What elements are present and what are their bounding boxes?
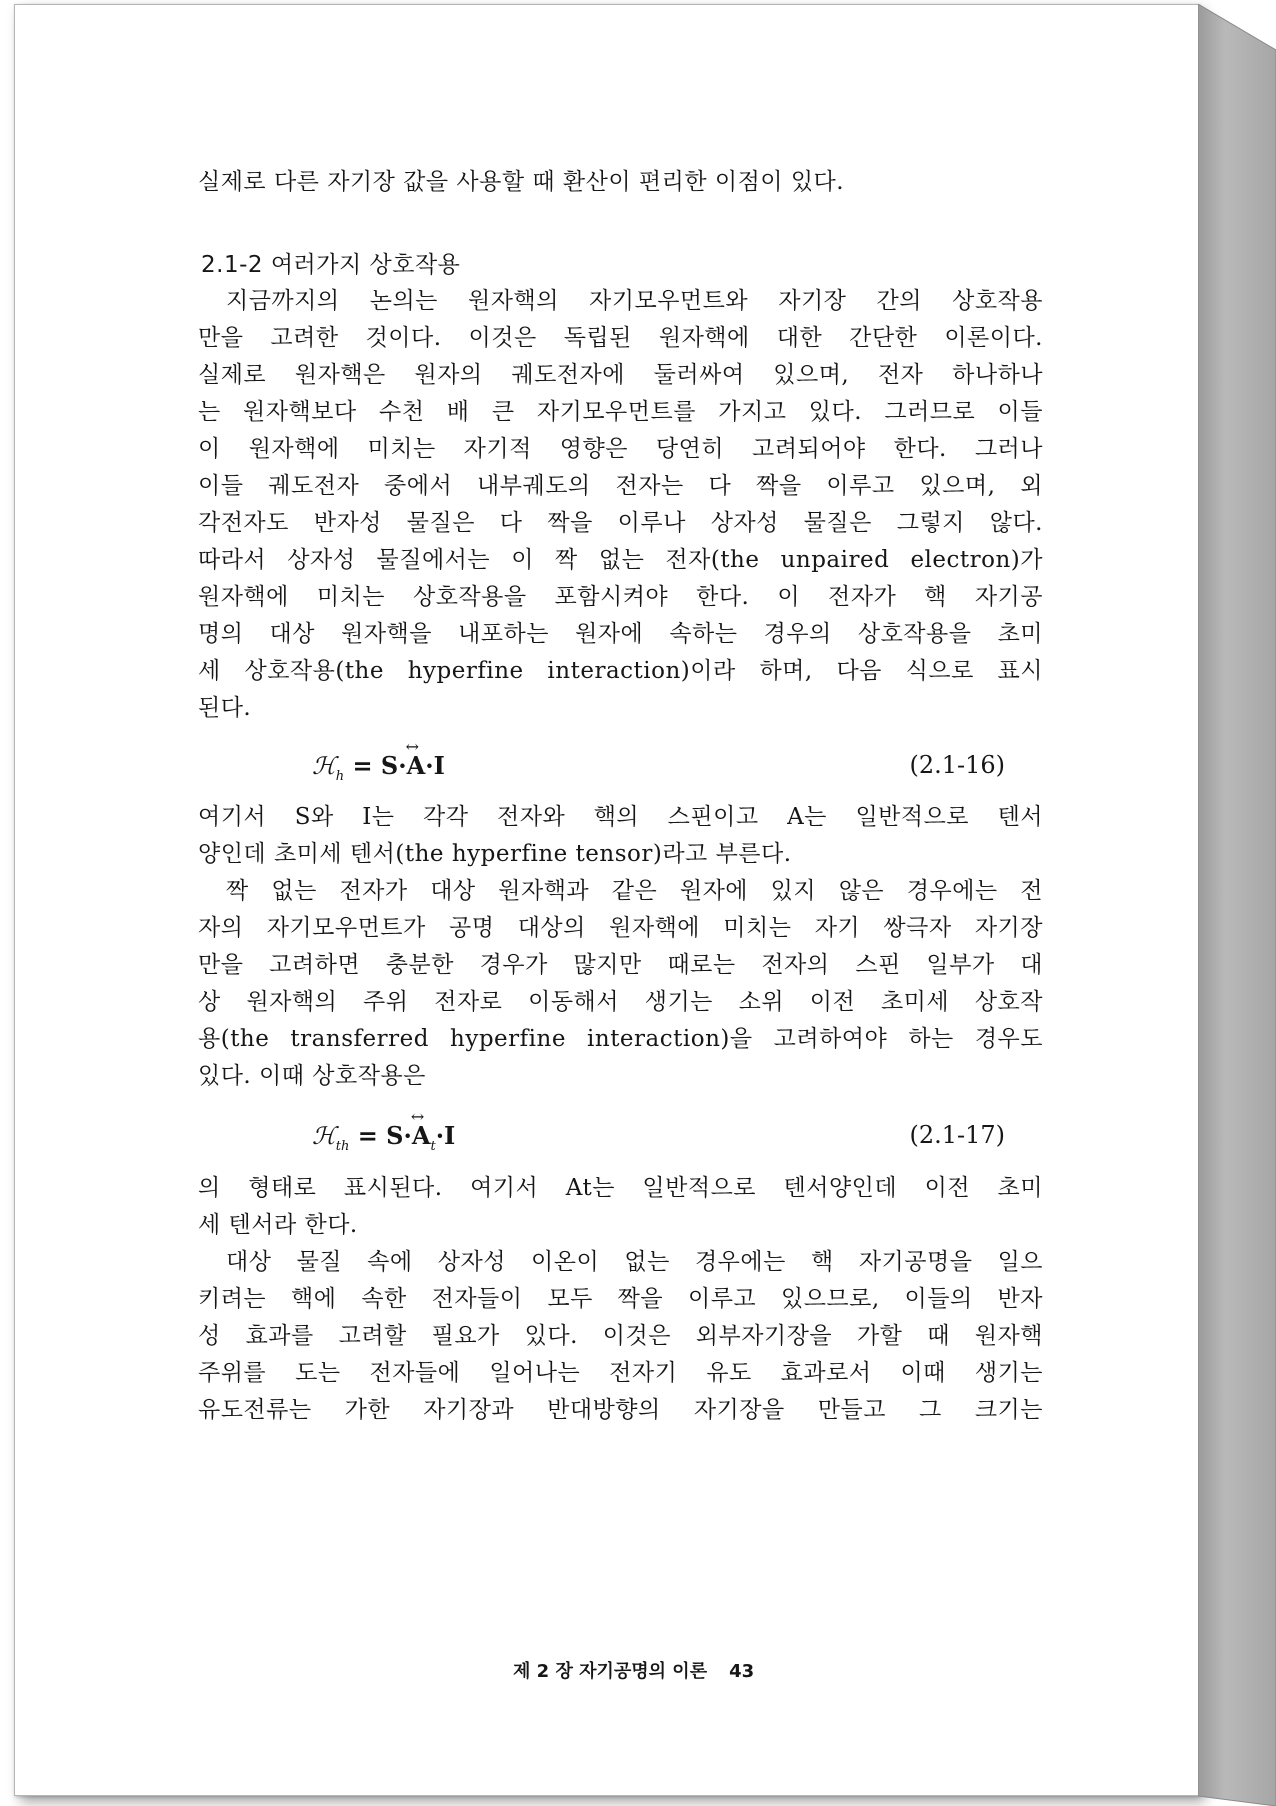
tensor-arrow-icon: ↔ [410,1107,425,1126]
text-line: 따라서 상자성 물질에서는 이 짝 없는 전자(the unpaired electron)가 [198,547,1043,573]
page-footer [513,1657,843,1683]
section-heading: 2.1-2 여러가지 상호작용 [201,252,461,278]
tensor-symbol: A [406,751,426,780]
book-page [14,4,1199,1796]
hamiltonian-symbol: ℋ [312,752,336,780]
text-line: 의 형태로 표시된다. 여기서 At는 일반적으로 텐서양인데 이전 초미 [198,1175,1043,1201]
text-line: 이 원자핵에 미치는 자기적 영향은 당연히 고려되어야 한다. 그러나 [198,436,1043,462]
text-line: 대상 물질 속에 상자성 이온이 없는 경우에는 핵 자기공명을 일으 [226,1249,1043,1275]
tensor-arrow-icon: ↔ [405,737,420,756]
equation-number: (2.1-17) [909,1121,1005,1149]
text-line: 자의 자기모우먼트가 공명 대상의 원자핵에 미치는 자기 쌍극자 자기장 [198,915,1043,941]
text-line: 짝 없는 전자가 대상 원자핵과 같은 원자에 있지 않은 경우에는 전 [226,878,1043,904]
text-line: 지금까지의 논의는 원자핵의 자기모우먼트와 자기장 간의 상호작용 [226,288,1043,314]
text-line: 는 원자핵보다 수천 배 큰 자기모우먼트를 가지고 있다. 그러므로 이들 [198,399,1043,425]
equation-number: (2.1-16) [909,751,1005,779]
text-line: 상 원자핵의 주위 전자로 이동해서 생기는 소위 이전 초미세 상호작 [198,989,1043,1015]
text-line: 이들 궤도전자 중에서 내부궤도의 전자는 다 짝을 이루고 있으며, 외 [198,473,1043,499]
hamiltonian-symbol: ℋ [312,1122,336,1150]
text-line: 여기서 S와 I는 각각 전자와 핵의 스핀이고 A는 일반적으로 텐서 [198,804,1043,830]
page-number: 43 [729,1661,755,1682]
text-line: 실제로 원자핵은 원자의 궤도전자에 둘러싸여 있으며, 전자 하나하나 [198,362,1043,388]
text-line: 용(the transferred hyperfine interaction)을 고려하여야 하는 경우도 [198,1026,1043,1052]
text-line: 만을 고려하면 충분한 경우가 많지만 때로는 전자의 스핀 일부가 대 [198,952,1043,978]
text-line: 있다. 이때 상호작용은 [198,1063,426,1089]
text-line: 명의 대상 원자핵을 내포하는 원자에 속하는 경우의 상호작용을 초미 [198,621,1043,647]
text-line: 유도전류는 가한 자기장과 반대방향의 자기장을 만들고 그 크기는 [198,1397,1043,1423]
chapter-title: 제 2 장 자기공명의 이론 [513,1661,708,1682]
equation-2-1-16 [198,737,1043,791]
text-line: 성 효과를 고려할 필요가 있다. 이것은 외부자기장을 가할 때 원자핵 [198,1323,1043,1349]
equation-subscript: h [335,768,345,784]
text-line: 키려는 핵에 속한 전자들이 모두 짝을 이루고 있으므로, 이들의 반자 [198,1286,1043,1312]
text-line: 세 상호작용(the hyperfine interaction)이라 하며, 다음 식으로 표시 [198,658,1043,684]
equation-rhs-start: = S· [357,1121,412,1150]
text-line: 각전자도 반자성 물질은 다 짝을 이루나 상자성 물질은 그렇지 않다. [198,510,1043,536]
equation-rhs-start: = S· [352,751,407,780]
equation-rhs-end: ·I [435,1121,456,1150]
equation-2-1-17 [198,1107,1043,1161]
text-line: 양인데 초미세 텐서(the hyperfine tensor)라고 부른다. [198,841,792,867]
text-line: 주위를 도는 전자들에 일어나는 전자기 유도 효과로서 이때 생기는 [198,1360,1043,1386]
text-line: 세 텐서라 한다. [198,1212,358,1238]
text-line: 된다. [198,695,252,721]
text-line: 실제로 다른 자기장 값을 사용할 때 환산이 편리한 이점이 있다. [198,169,845,195]
text-line: 만을 고려한 것이다. 이것은 독립된 원자핵에 대한 간단한 이론이다. [198,325,1043,351]
text-line: 원자핵에 미치는 상호작용을 포함시켜야 한다. 이 전자가 핵 자기공 [198,584,1043,610]
equation-rhs-end: ·I [425,751,445,780]
tensor-subscript: t [430,1138,436,1154]
book-spine [1198,4,1276,1806]
tensor-symbol: A [411,1121,431,1150]
equation-subscript: th [335,1138,350,1154]
